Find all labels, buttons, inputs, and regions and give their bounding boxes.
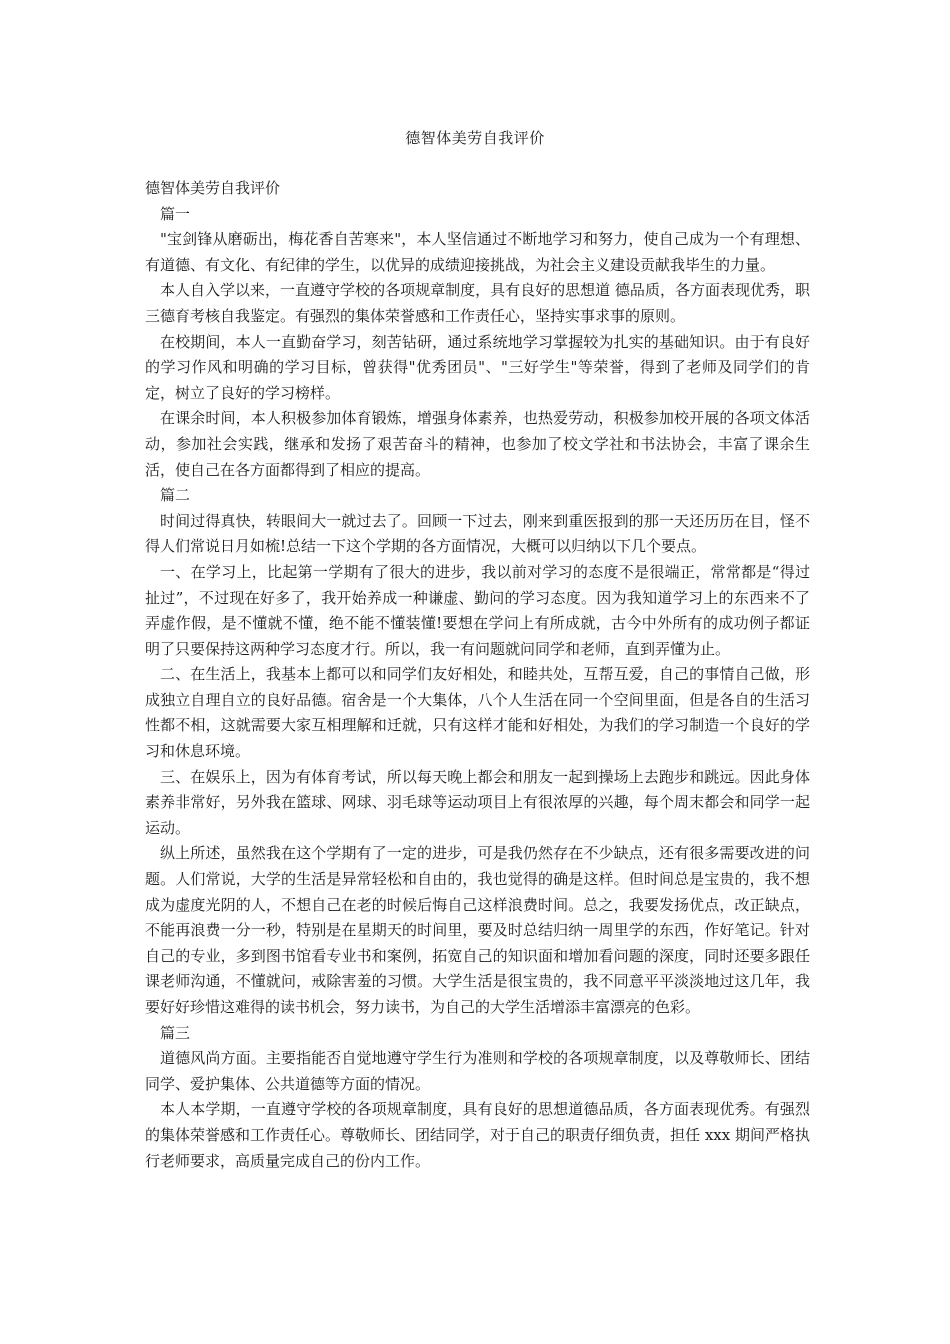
document-title: 德智体美劳自我评价 xyxy=(405,129,545,147)
section-heading: 篇二 xyxy=(160,486,191,505)
section-heading: 篇一 xyxy=(160,204,191,223)
paragraph: "宝剑锋从磨砺出，梅花香自苦寒来"，本人坚信通过不断地学习和努力，使自己成为一个有理想、有道德、有文化、有纪律的学生，以优异的成绩迎接挑战，为社会主义建设贡献我毕生的力量。 xyxy=(145,230,810,274)
paragraph: 在课余时间，本人积极参加体育锻炼，增强身体素养，也热爱劳动，积极参加校开展的各项文体活动，参加社会实践，继承和发扬了艰苦奋斗的精神，也参加了校文学社和书法协会，丰富了课余生活，使自己在各方面都得到了相应的提高。 xyxy=(145,409,810,479)
section-heading: 篇三 xyxy=(160,1023,191,1042)
paragraph: 三、在娱乐上，因为有体育考试，所以每天晚上都会和朋友一起到操场上去跑步和跳远。因此身体素养非常好，另外我在篮球、网球、羽毛球等运动项目上有很浓厚的兴趣，每个周末都会和同学一起运动。 xyxy=(145,767,810,837)
document-heading: 德智体美劳自我评价 xyxy=(145,179,281,197)
paragraph: 本人本学期，一直遵守学校的各项规章制度，具有良好的思想道德品质，各方面表现优秀。有强烈的集体荣誉感和工作责任心。尊敬师长、团结同学，对于自己的职责仔细负责，担任 xxx 期间严格执行老师要求，高质量完成自己的份内工作。 xyxy=(145,1100,810,1170)
paragraph: 在校期间，本人一直勤奋学习，刻苦钻研，通过系统地学习掌握较为扎实的基础知识。由于有良好的学习作风和明确的学习目标，曾获得"优秀团员"、"三好学生"等荣誉，得到了老师及同学们的肯定，树立了良好的学习榜样。 xyxy=(145,332,810,402)
paragraph: 时间过得真快，转眼间大一就过去了。回顾一下过去，刚来到重医报到的那一天还历历在目，怪不得人们常说日月如梳!总结一下这个学期的各方面情况，大概可以归纳以下几个要点。 xyxy=(145,511,810,556)
paragraph: 一、在学习上，比起第一学期有了很大的进步，我以前对学习的态度不是很端正，常常都是“得过扯过”，不过现在好多了，我开始养成一种谦虚、勤问的学习态度。因为我知道学习上的东西来不了弄虚作假，是不懂就不懂，绝不能不懂装懂!要想在学问上有所成就，古今中外所有的成功例子都证明了只要保持这两种学习态度才行。所以，我一有问题就问同学和老师，直到弄懂为止。 xyxy=(145,562,810,658)
document-body xyxy=(145,176,810,1174)
paragraph: 本人自入学以来，一直遵守学校的各项规章制度，具有良好的思想道 德品质，各方面表现优秀，职三德育考核自我鉴定。有强烈的集体荣誉感和工作责任心，坚持实事求事的原则。 xyxy=(145,281,810,325)
paragraph: 纵上所述，虽然我在这个学期有了一定的进步，可是我仍然存在不少缺点，还有很多需要改进的问题。人们常说，大学的生活是异常轻松和自由的，我也觉得的确是这样。但时间总是宝贵的，我不想成为虚度光阴的人，不想自己在老的时候后悔自己这样浪费时间。总之，我要发扬优点，改正缺点，不能再浪费一分一秒，特别是在星期天的时间里，要及时总结归纳一周里学的东西，作好笔记。针对自己的专业，多到图书馆看专业书和案例，拓宽自己的知识面和增加看问题的深度，同时还要多跟任课老师沟通，不懂就问，戒除害羞的习惯。大学生活是很宝贵的，我不同意平平淡淡地过这几年，我要好好珍惜这难得的读书机会，努力读书，为自己的大学生活增添丰富漂亮的色彩。 xyxy=(145,844,810,1016)
paragraph: 二、在生活上，我基本上都可以和同学们友好相处，和睦共处，互帮互爱，自己的事情自己做，形成独立自理自立的良好品德。宿舍是一个大集体，八个人生活在同一个空间里面，但是各自的生活习性都不相，这就需要大家互相理解和迁就，只有这样才能和好相处，为我们的学习制造一个良好的学习和休息环境。 xyxy=(145,665,810,761)
paragraph: 道德风尚方面。主要指能否自觉地遵守学生行为准则和学校的各项规章制度，以及尊敬师长、团结同学、爱护集体、公共道德等方面的情况。 xyxy=(145,1049,810,1093)
